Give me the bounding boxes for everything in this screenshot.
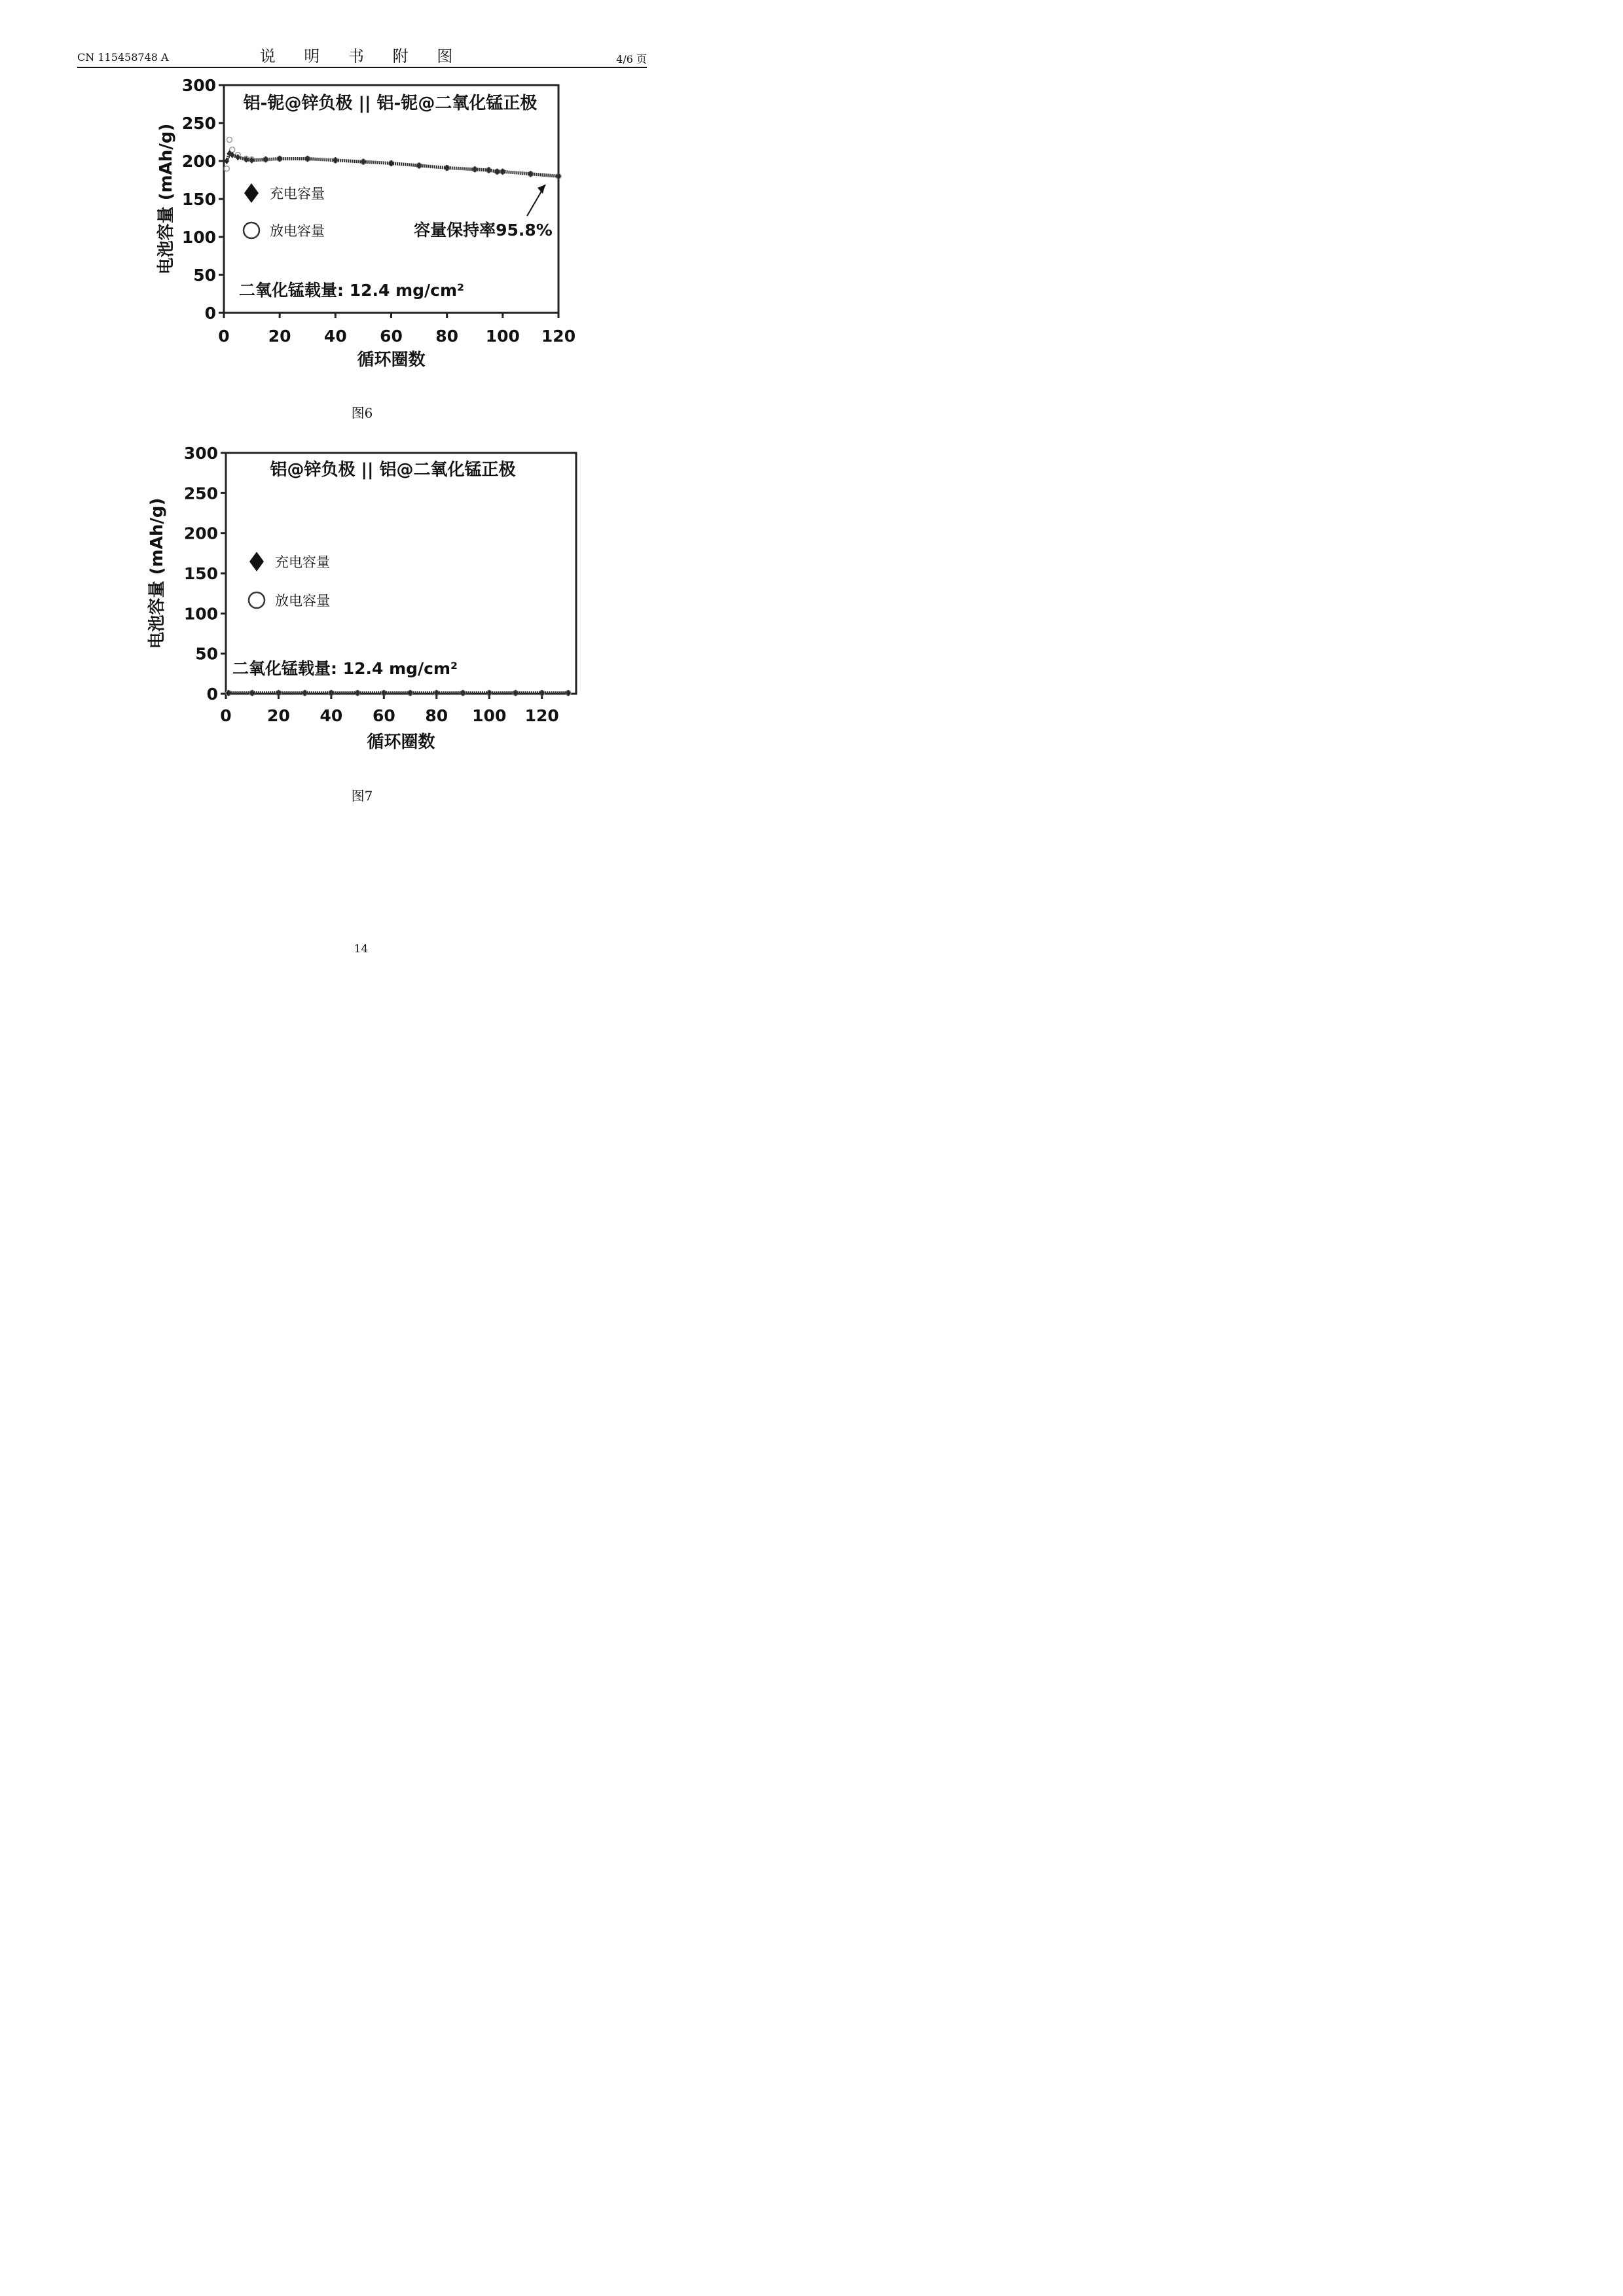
x-tick-label: 20 — [268, 327, 291, 346]
legend-discharge-label: 放电容量 — [270, 223, 325, 239]
x-tick-label: 0 — [220, 706, 232, 725]
x-tick-label: 60 — [380, 327, 403, 346]
plot-frame — [226, 453, 576, 694]
x-axis-label: 循环圈数 — [367, 732, 435, 752]
header-title: 说 明 书 附 图 — [259, 47, 465, 65]
y-tick-label: 300 — [183, 444, 218, 463]
chart-title: 铝@锌负极 || 铝@二氧化锰正极 — [270, 460, 516, 480]
y-tick-label: 250 — [183, 484, 218, 503]
legend-charge-marker — [249, 552, 264, 571]
legend-discharge-label: 放电容量 — [275, 593, 330, 609]
y-tick-label: 0 — [204, 304, 216, 323]
y-tick-label: 200 — [181, 152, 216, 171]
y-tick-label: 200 — [183, 524, 218, 543]
x-tick-label: 80 — [435, 327, 459, 346]
x-tick-label: 100 — [485, 327, 520, 346]
y-tick-label: 150 — [181, 190, 216, 209]
x-tick-label: 120 — [524, 706, 559, 725]
figure-7-chart — [0, 406, 722, 798]
legend-charge-marker — [244, 183, 259, 203]
chart-title: 铝-铌@锌负极 || 铝-铌@二氧化锰正极 — [243, 94, 538, 113]
y-tick-label: 0 — [206, 685, 218, 704]
chart-annotation: 二氧化锰载量: 12.4 mg/cm² — [239, 281, 464, 300]
legend-charge-label: 充电容量 — [275, 554, 330, 570]
x-tick-label: 120 — [541, 327, 576, 346]
legend-discharge-marker — [249, 592, 264, 608]
page-number: 14 — [354, 942, 369, 956]
y-axis-label: 电池容量 (mAh/g) — [147, 497, 167, 649]
y-axis-label: 电池容量 (mAh/g) — [156, 123, 176, 275]
publication-number: CN 115458748 A — [77, 51, 169, 63]
y-tick-label: 100 — [181, 228, 216, 247]
figure-7-caption: 图7 — [351, 788, 373, 804]
figure-6-chart — [0, 0, 722, 393]
x-axis-label: 循环圈数 — [357, 350, 426, 370]
x-tick-label: 40 — [323, 327, 347, 346]
y-tick-label: 250 — [181, 114, 216, 133]
y-tick-label: 300 — [181, 76, 216, 95]
y-tick-label: 100 — [183, 604, 218, 624]
y-tick-label: 150 — [183, 564, 218, 583]
x-tick-label: 100 — [472, 706, 507, 725]
chart-annotation: 二氧化锰载量: 12.4 mg/cm² — [232, 659, 458, 678]
x-tick-label: 0 — [218, 327, 230, 346]
figure-6-caption: 图6 — [351, 405, 373, 421]
x-tick-label: 20 — [267, 706, 290, 725]
x-tick-label: 60 — [372, 706, 395, 725]
page-count: 4/6 页 — [616, 53, 647, 65]
chart-annotation: 容量保持率95.8% — [414, 221, 553, 240]
x-tick-label: 40 — [319, 706, 343, 725]
x-tick-label: 80 — [425, 706, 448, 725]
legend-charge-label: 充电容量 — [270, 186, 325, 202]
y-tick-label: 50 — [193, 266, 216, 285]
discharge-point — [227, 137, 232, 143]
y-tick-label: 50 — [195, 644, 218, 664]
legend-discharge-marker — [244, 223, 259, 238]
